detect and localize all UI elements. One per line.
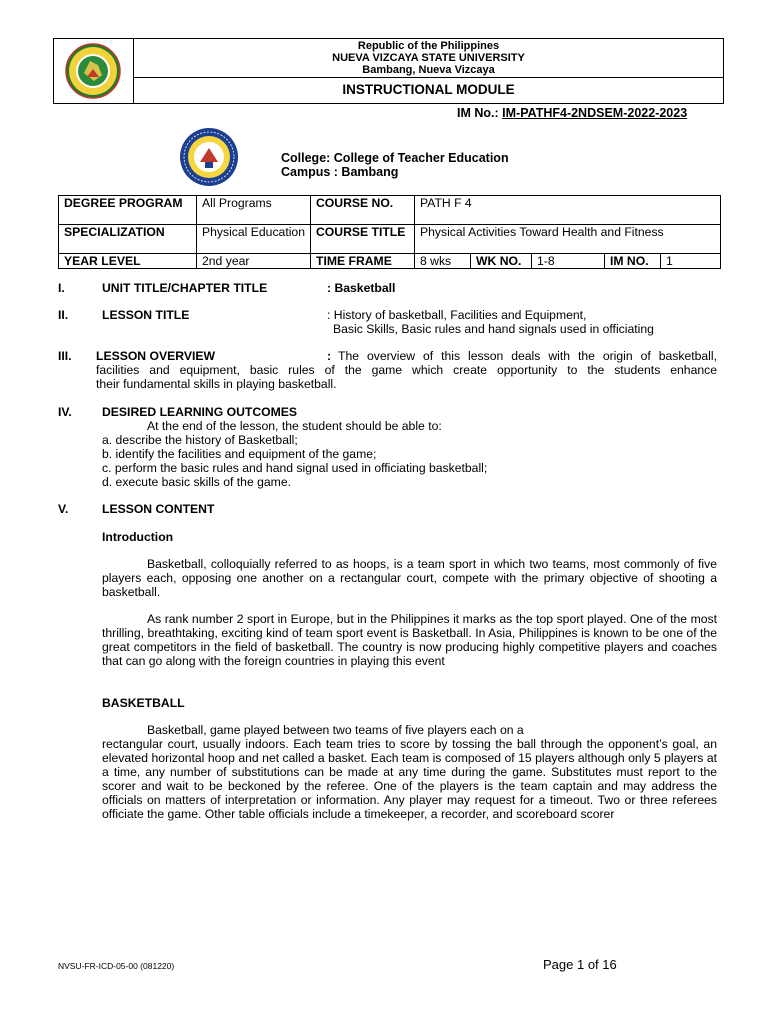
section-2-value-line1: : History of basketball, Facilities and Equipment, bbox=[327, 308, 587, 322]
section-2-value-line2: Basic Skills, Basic rules and hand signals used in officiating bbox=[333, 322, 654, 336]
university-seal-icon bbox=[54, 39, 133, 103]
degree-label: DEGREE PROGRAM bbox=[59, 196, 197, 225]
section-2-number: II. bbox=[58, 308, 69, 322]
section-1-number: I. bbox=[58, 281, 65, 295]
time-frame-label: TIME FRAME bbox=[311, 254, 415, 269]
module-title: INSTRUCTIONAL MODULE bbox=[342, 82, 515, 97]
section-3-line1: The overview of this lesson deals with the origin of basketball, bbox=[338, 349, 717, 363]
wk-no-value: 1-8 bbox=[532, 254, 605, 269]
basketball-heading: BASKETBALL bbox=[102, 696, 185, 710]
specialization-label: SPECIALIZATION bbox=[59, 225, 197, 254]
course-no-label: COURSE NO. bbox=[311, 196, 415, 225]
table-row bbox=[59, 225, 721, 254]
college-seal-icon bbox=[176, 126, 242, 188]
university-name: NUEVA VIZCAYA STATE UNIVERSITY bbox=[332, 52, 525, 64]
im-no-value: 1 bbox=[661, 254, 721, 269]
section-2-title: LESSON TITLE bbox=[102, 308, 190, 322]
section-4-number: IV. bbox=[58, 405, 72, 419]
specialization-value: Physical Education bbox=[197, 225, 311, 254]
campus-line: Campus : Bambang bbox=[281, 165, 399, 179]
section-3-title: LESSON OVERVIEW bbox=[96, 349, 215, 363]
table-row bbox=[59, 196, 721, 225]
im-number-label: IM No.: bbox=[457, 106, 503, 120]
introduction-paragraph-2: As rank number 2 sport in Europe, but in the Philippines it marks as the top sport played. One of the most thrilling, breathtaking, exciting kind of team sport event is Basketball. In Asia, Philippines is known to be one of the great competitors in the field of basketball. The country is now producing highly competitive players and coaches that can go along with the foreign countries in playing this event bbox=[102, 612, 717, 668]
section-3-number: III. bbox=[58, 349, 72, 363]
basketball-paragraph: rectangular court, usually indoors. Each team tries to score by tossing the ball through the opponent’s goal, an elevated horizontal hoop and net called a basket. Each team is composed of 15 players although only 5 players at a time, any number of substitutions can be made at any time during the game. Substitutes must report to the scorer and wait to be beckoned by the referee. One of the players is the team captain and may address the officials on matters of interpretation or information. Any player may request for a timeout. Two or three referees officiate the game. Other table officials include a timekeeper, a recorder, and scoreboard scorer bbox=[102, 737, 717, 821]
university-name-block bbox=[134, 39, 723, 78]
section-5-number: V. bbox=[58, 502, 69, 516]
outcome-b: b. identify the facilities and equipment of the game; bbox=[102, 447, 377, 461]
introduction-paragraph-1: Basketball, colloquially referred to as hoops, is a team sport in which two teams, most commonly of five players each, opposing one another on a rectangular court, compete with the primary objective of shooting a basketball. bbox=[102, 557, 717, 599]
document-header bbox=[53, 38, 724, 104]
section-1-value: : Basketball bbox=[327, 281, 396, 295]
section-5-title: LESSON CONTENT bbox=[102, 502, 215, 516]
section-3-colon: : bbox=[327, 349, 332, 363]
year-level-value: 2nd year bbox=[197, 254, 311, 269]
section-3-line2: facilities and equipment, basic rules of the game which create opportunity to the students enhance bbox=[96, 363, 717, 377]
basketball-paragraph-first-line: Basketball, game played between two teams of five players each on a bbox=[147, 723, 524, 737]
section-4-intro: At the end of the lesson, the student should be able to: bbox=[147, 419, 442, 433]
wk-no-label: WK NO. bbox=[471, 254, 532, 269]
time-frame-value: 8 wks bbox=[415, 254, 471, 269]
section-1-title: UNIT TITLE/CHAPTER TITLE bbox=[102, 281, 268, 295]
university-logo-cell bbox=[54, 39, 134, 103]
outcome-d: d. execute basic skills of the game. bbox=[102, 475, 292, 489]
page-number: Page 1 of 16 bbox=[543, 957, 617, 972]
course-info-table bbox=[58, 195, 721, 269]
section-4-title: DESIRED LEARNING OUTCOMES bbox=[102, 405, 298, 419]
degree-value: All Programs bbox=[197, 196, 311, 225]
college-line: College: College of Teacher Education bbox=[281, 151, 509, 165]
im-number bbox=[457, 106, 687, 120]
im-no-label: IM NO. bbox=[605, 254, 661, 269]
outcome-a: a. describe the history of Basketball; bbox=[102, 433, 298, 447]
table-row bbox=[59, 254, 721, 269]
outcome-c: c. perform the basic rules and hand signal used in officiating basketball; bbox=[102, 461, 488, 475]
university-location: Bambang, Nueva Vizcaya bbox=[362, 64, 495, 76]
year-level-label: YEAR LEVEL bbox=[59, 254, 197, 269]
course-title-value: Physical Activities Toward Health and Fitness bbox=[415, 225, 721, 254]
course-title-label: COURSE TITLE bbox=[311, 225, 415, 254]
introduction-heading: Introduction bbox=[102, 530, 174, 544]
course-no-value: PATH F 4 bbox=[415, 196, 721, 225]
section-3-line3: their fundamental skills in playing basketball. bbox=[96, 377, 337, 391]
im-number-value: IM-PATHF4-2NDSEM-2022-2023 bbox=[502, 106, 688, 120]
form-code: NVSU-FR-ICD-05-00 (081220) bbox=[58, 961, 175, 971]
republic-line: Republic of the Philippines bbox=[357, 40, 500, 52]
